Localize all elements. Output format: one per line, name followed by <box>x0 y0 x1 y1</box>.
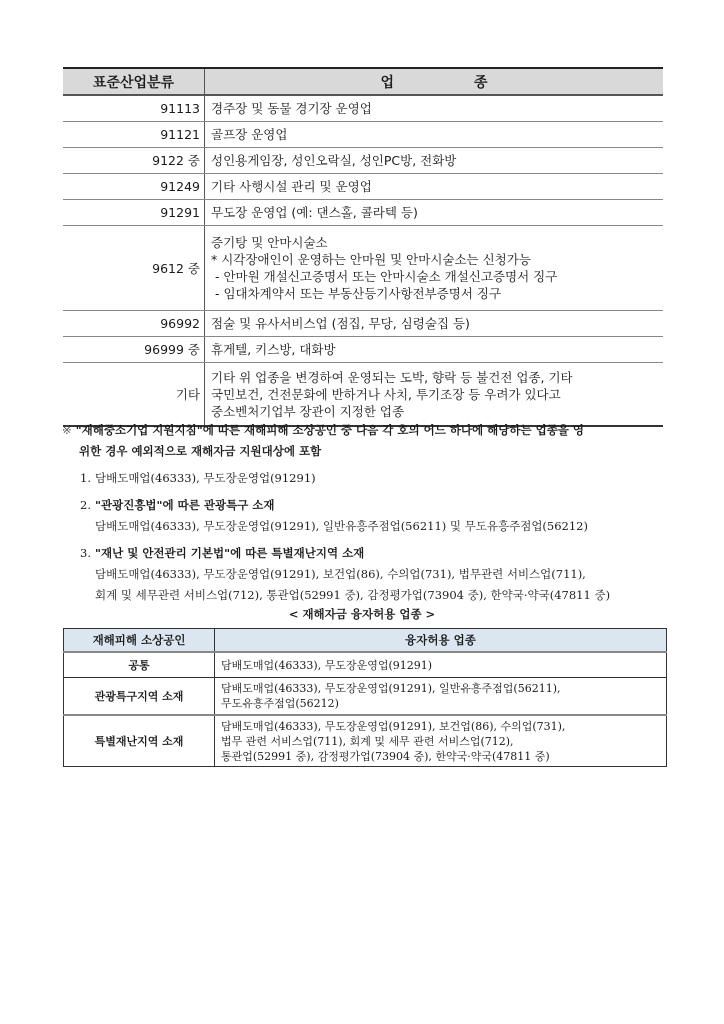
header-party: 재해피해 소상공인 <box>64 629 215 653</box>
note-title: "재난 및 안전관리 기본법"에 따른 특별재난지역 소재 <box>95 546 365 560</box>
reference-mark-icon: ※ <box>62 423 72 437</box>
allowed-line: 담배도매업(46333), 무도장운영업(91291), 보건업(86), 수의업(731), <box>221 719 566 733</box>
industry-code: 91249 <box>63 174 205 200</box>
desc-line: 국민보건, 건전문화에 반하거나 사치, 투기조장 등 우려가 있다고 <box>211 386 561 402</box>
restricted-industry-table <box>63 67 663 427</box>
industry-desc: 점술 및 유사서비스업 (점집, 무당, 심령술집 등) <box>205 311 664 337</box>
table-row <box>64 715 667 767</box>
table-header-row <box>63 68 663 95</box>
table-row <box>63 363 663 427</box>
industry-code: 9122 중 <box>63 148 205 174</box>
industry-code: 96992 <box>63 311 205 337</box>
industry-desc: 골프장 운영업 <box>205 122 664 148</box>
party-label: 관광특구지역 소재 <box>64 678 215 716</box>
note-body: 담배도매업(46333), 무도장운영업(91291), 일반유흥주점업(56211) 및 무도유흥주점업(56212) <box>95 519 588 533</box>
note-body: 담배도매업(46333), 무도장운영업(91291), 보건업(86), 수의업(731), 법무관련 서비스업(711), <box>95 567 586 581</box>
industry-desc: 경주장 및 동물 경기장 운영업 <box>205 95 664 122</box>
table-row <box>64 652 667 678</box>
table-row <box>63 311 663 337</box>
allowed-line: 담배도매업(46333), 무도장운영업(91291), 일반유흥주점업(56211), <box>221 682 561 695</box>
desc-line: 기타 위 업종을 변경하여 운영되는 도박, 향락 등 불건전 업종, 기타 <box>211 369 573 385</box>
loan-table-caption: < 재해자금 융자허용 업종 > <box>288 607 436 621</box>
desc-line: 증기탕 및 안마시술소 <box>211 235 328 250</box>
table-row <box>63 148 663 174</box>
allowed-line: 무도유흥주점업(56212) <box>221 697 339 710</box>
header-allowed: 융자허용 업종 <box>215 629 667 653</box>
industry-desc <box>205 363 664 427</box>
loan-allowed-table <box>63 628 667 767</box>
table-row <box>63 337 663 363</box>
note-item-1 <box>62 468 672 489</box>
party-label: 특별재난지역 소재 <box>64 715 215 767</box>
note-main-line1: "재해중소기업 지원지침"에 따른 재해피해 소상공인 중 다음 각 호의 어느 하나에 해당하는 업종을 영 <box>75 423 585 437</box>
desc-line: - 안마원 개설신고증명서 또는 안마시술소 개설신고증명서 징구 <box>211 269 558 284</box>
note-item-2 <box>62 495 672 537</box>
desc-line: * 시각장애인이 운영하는 안마원 및 안마시술소는 신청가능 <box>211 252 531 267</box>
table-row <box>64 678 667 716</box>
note-title: "관광진흥법"에 따른 관광특구 소재 <box>95 498 275 512</box>
note-number: 1. <box>80 471 91 485</box>
table-row <box>63 200 663 226</box>
header-industry-code: 표준산업분류 <box>63 68 205 95</box>
table-row <box>63 174 663 200</box>
header-industry-left: 업 <box>380 74 394 91</box>
industry-code: 91113 <box>63 95 205 122</box>
table-header-row <box>64 629 667 653</box>
note-main-line2: 위한 경우 예외적으로 재해자금 지원대상에 포함 <box>79 444 322 458</box>
table-row <box>63 226 663 311</box>
industry-code: 96999 중 <box>63 337 205 363</box>
desc-line: - 임대차계약서 또는 부동산등기사항전부증명서 징구 <box>211 286 502 301</box>
industry-code: 91291 <box>63 200 205 226</box>
allowed-industries <box>215 715 667 767</box>
industry-code: 9612 중 <box>63 226 205 311</box>
header-industry-type <box>205 68 664 95</box>
allowed-industries: 담배도매업(46333), 무도장운영업(91291) <box>215 652 667 678</box>
industry-code: 91121 <box>63 122 205 148</box>
industry-desc: 기타 사행시설 관리 및 운영업 <box>205 174 664 200</box>
note-main <box>62 420 672 462</box>
note-body: 회계 및 세무관련 서비스업(712), 통관업(52991 중), 감정평가업(73904 중), 한약국·약국(47811 중) <box>95 588 611 602</box>
industry-desc: 성인용게임장, 성인오락실, 성인PC방, 전화방 <box>205 148 664 174</box>
note-number: 3. <box>80 546 91 560</box>
allowed-line: 통관업(52991 중), 감정평가업(73904 중), 한약국·약국(47811 중) <box>221 749 550 763</box>
allowed-industries <box>215 678 667 716</box>
party-label: 공통 <box>64 652 215 678</box>
allowed-line: 법무 관련 서비스업(711), 회계 및 세무 관련 서비스업(712), <box>221 734 514 748</box>
desc-line: 중소벤처기업부 장관이 지정한 업종 <box>211 403 405 419</box>
industry-desc <box>205 226 664 311</box>
table-row <box>63 122 663 148</box>
note-item-3 <box>62 543 672 606</box>
note-body: 담배도매업(46333), 무도장운영업(91291) <box>95 471 316 485</box>
industry-code: 기타 <box>63 363 205 427</box>
header-industry-right: 종 <box>474 74 488 91</box>
exception-notes <box>62 420 672 606</box>
industry-desc: 무도장 운영업 (예: 댄스홀, 콜라텍 등) <box>205 200 664 226</box>
table-row <box>63 95 663 122</box>
industry-desc: 휴게텔, 키스방, 대화방 <box>205 337 664 363</box>
note-number: 2. <box>80 498 91 512</box>
